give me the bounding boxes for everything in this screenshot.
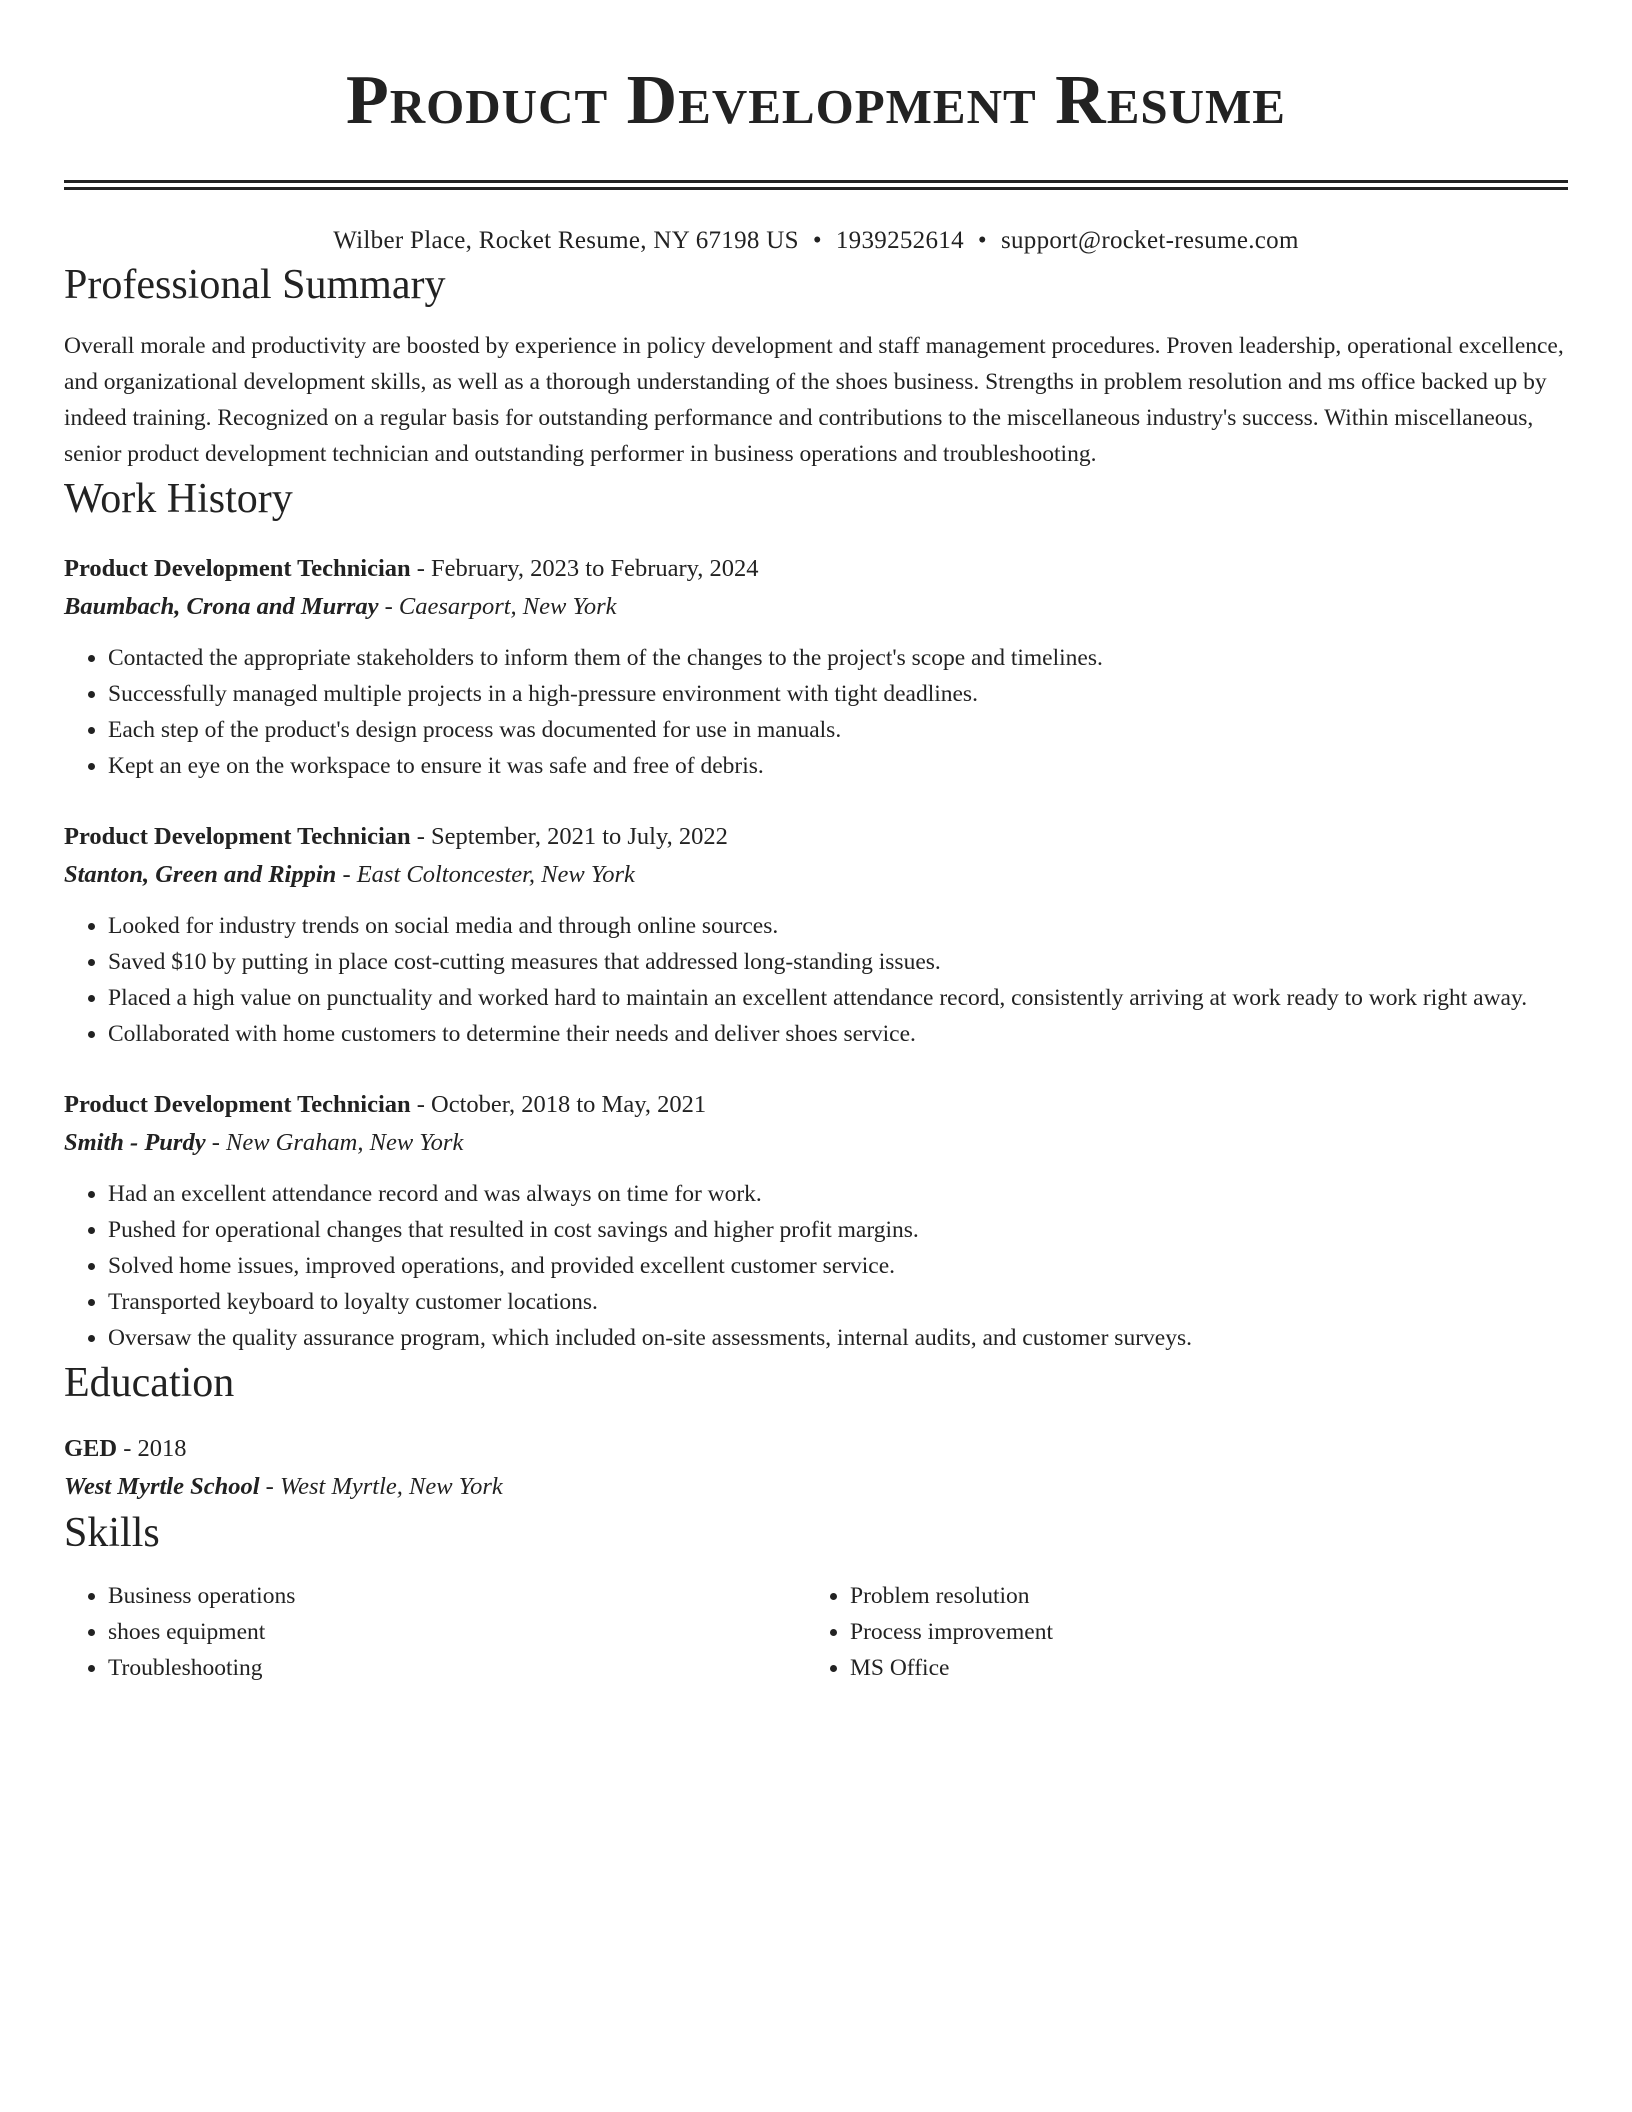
job-title-line <box>64 550 1568 588</box>
job-entry <box>64 1086 1568 1356</box>
company-location: - New Graham, New York <box>205 1129 464 1156</box>
summary-heading: Professional Summary <box>64 262 446 308</box>
company-line <box>64 1124 1568 1162</box>
skill-item: • shoes equipment <box>108 1614 806 1650</box>
job-entry <box>64 818 1568 1052</box>
job-entry <box>64 550 1568 784</box>
skills-grid <box>64 1578 1568 1686</box>
contact-email: support@rocket-resume.com <box>1000 227 1299 254</box>
skills-column-right <box>806 1578 1548 1686</box>
title-double-rule <box>64 180 1568 190</box>
degree-line <box>64 1430 1568 1468</box>
list-item: • Contacted the appropriate stakeholders to inform them of the changes to the project's scope and timelines. <box>108 640 1568 676</box>
job-title: Product Development Technician <box>64 1091 411 1118</box>
job-bullets <box>64 640 1568 784</box>
company-location: - East Coltoncester, New York <box>336 861 635 888</box>
skill-item: • Business operations <box>108 1578 806 1614</box>
list-item: • Each step of the product's design process was documented for use in manuals. <box>108 712 1568 748</box>
skill-item: • MS Office <box>850 1650 1548 1686</box>
list-item: • Had an excellent attendance record and was always on time for work. <box>108 1176 1568 1212</box>
page-title: Product Development Resume <box>346 62 1286 139</box>
summary-text: Overall morale and productivity are boosted by experience in policy development and staff management procedures. Proven leadership, operational excellence, and organizational development skills, as well as a thorough understanding of the shoes business. Strengths in problem resolution and ms office backed up by indeed training. Recognized on a regular basis for outstanding performance and contributions to the miscellaneous industry's success. Within miscellaneous, senior product development technician and outstanding performer in business operations and troubleshooting. <box>64 333 1564 467</box>
list-item: • Looked for industry trends on social media and through online sources. <box>108 908 1568 944</box>
list-item: • Pushed for operational changes that resulted in cost savings and higher profit margins. <box>108 1212 1568 1248</box>
education-entry <box>64 1430 1568 1506</box>
skill-item: • Process improvement <box>850 1614 1548 1650</box>
skills-column-left <box>64 1578 806 1686</box>
company-name: Baumbach, Crona and Murray <box>64 593 379 620</box>
degree-year: - 2018 <box>117 1435 187 1462</box>
job-title: Product Development Technician <box>64 823 411 850</box>
job-dates: - October, 2018 to May, 2021 <box>410 1091 707 1118</box>
job-title-line <box>64 1086 1568 1124</box>
skill-item: • Troubleshooting <box>108 1650 806 1686</box>
skills-heading: Skills <box>64 1510 160 1556</box>
job-dates: - February, 2023 to February, 2024 <box>410 555 759 582</box>
list-item: • Successfully managed multiple projects in a high-pressure environment with tight deadlines. <box>108 676 1568 712</box>
company-line <box>64 856 1568 894</box>
company-name: Stanton, Green and Rippin <box>64 861 337 888</box>
contact-separator: • <box>812 227 822 254</box>
list-item: • Placed a high value on punctuality and worked hard to maintain an excellent attendance record, consistently arriving at work ready to work right away. <box>108 980 1568 1016</box>
list-item: • Saved $10 by putting in place cost-cutting measures that addressed long-standing issues. <box>108 944 1568 980</box>
list-item: • Transported keyboard to loyalty customer locations. <box>108 1284 1568 1320</box>
education-heading: Education <box>64 1360 235 1406</box>
contact-phone: 1939252614 <box>835 227 964 254</box>
school-name: West Myrtle School <box>64 1473 260 1500</box>
job-bullets <box>64 1176 1568 1356</box>
job-title: Product Development Technician <box>64 555 411 582</box>
skill-item: • Problem resolution <box>850 1578 1548 1614</box>
job-dates: - September, 2021 to July, 2022 <box>410 823 728 850</box>
company-name: Smith - Purdy <box>64 1129 206 1156</box>
company-line <box>64 588 1568 626</box>
company-location: - Caesarport, New York <box>378 593 617 620</box>
job-title-line <box>64 818 1568 856</box>
school-line <box>64 1468 1568 1506</box>
contact-separator: • <box>977 227 987 254</box>
work-history-heading: Work History <box>64 476 293 522</box>
degree-name: GED <box>64 1435 118 1462</box>
job-bullets <box>64 908 1568 1052</box>
school-location: - West Myrtle, New York <box>259 1473 503 1500</box>
list-item: • Oversaw the quality assurance program, which included on-site assessments, internal audits, and customer surveys. <box>108 1320 1568 1356</box>
list-item: • Solved home issues, improved operations, and provided excellent customer service. <box>108 1248 1568 1284</box>
contact-line <box>64 224 1568 258</box>
contact-address: Wilber Place, Rocket Resume, NY 67198 US <box>333 227 799 254</box>
list-item: • Collaborated with home customers to determine their needs and deliver shoes service. <box>108 1016 1568 1052</box>
list-item: • Kept an eye on the workspace to ensure it was safe and free of debris. <box>108 748 1568 784</box>
